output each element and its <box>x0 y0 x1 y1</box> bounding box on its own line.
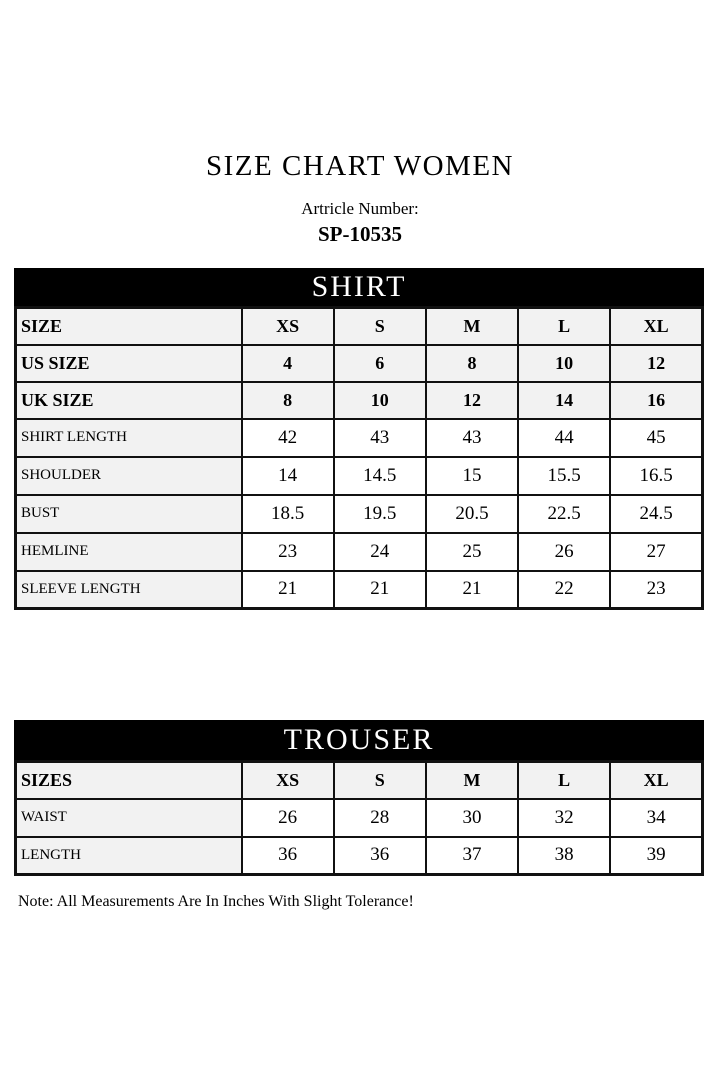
page-title: SIZE CHART WOMEN <box>206 150 514 182</box>
value-cell: 21 <box>242 571 334 609</box>
value-cell: XS <box>242 762 334 799</box>
value-cell: S <box>334 762 426 799</box>
article-number-label: Artricle Number: <box>301 199 419 219</box>
value-cell: 15.5 <box>518 457 610 495</box>
value-cell: 8 <box>242 382 334 419</box>
value-cell: 12 <box>610 345 702 382</box>
value-cell: 22.5 <box>518 495 610 533</box>
value-cell: 19.5 <box>334 495 426 533</box>
row-label: SHIRT LENGTH <box>16 419 242 457</box>
value-cell: 26 <box>242 799 334 837</box>
value-cell: 4 <box>242 345 334 382</box>
value-cell: 14 <box>242 457 334 495</box>
measurement-row <box>16 457 703 495</box>
row-label: SHOULDER <box>16 457 242 495</box>
value-cell: L <box>518 762 610 799</box>
value-cell: 36 <box>242 837 334 875</box>
value-cell: 21 <box>426 571 518 609</box>
row-label: WAIST <box>16 799 242 837</box>
shirt-table-title-bar <box>14 268 704 306</box>
value-cell: 39 <box>610 837 702 875</box>
shirt-table-title: SHIRT <box>311 270 407 304</box>
value-cell: 38 <box>518 837 610 875</box>
value-cell: XL <box>610 308 702 345</box>
value-cell: 23 <box>610 571 702 609</box>
trouser-table-title: TROUSER <box>283 723 435 757</box>
value-cell: 27 <box>610 533 702 571</box>
value-cell: 25 <box>426 533 518 571</box>
article-number-value: SP-10535 <box>318 222 402 247</box>
row-label: BUST <box>16 495 242 533</box>
value-cell: XS <box>242 308 334 345</box>
value-cell: 44 <box>518 419 610 457</box>
trouser-size-chart-section <box>14 720 704 876</box>
value-cell: 37 <box>426 837 518 875</box>
value-cell: 14.5 <box>334 457 426 495</box>
value-cell: 16.5 <box>610 457 702 495</box>
value-cell: 30 <box>426 799 518 837</box>
measurement-row <box>16 419 703 457</box>
value-cell: M <box>426 762 518 799</box>
size-row <box>16 382 703 419</box>
measurement-row <box>16 837 703 875</box>
value-cell: 32 <box>518 799 610 837</box>
value-cell: 43 <box>426 419 518 457</box>
value-cell: 15 <box>426 457 518 495</box>
size-row <box>16 345 703 382</box>
measurement-row <box>16 495 703 533</box>
row-label: SIZES <box>16 762 242 799</box>
measurement-row <box>16 571 703 609</box>
value-cell: 42 <box>242 419 334 457</box>
value-cell: 21 <box>334 571 426 609</box>
value-cell: S <box>334 308 426 345</box>
value-cell: 24.5 <box>610 495 702 533</box>
value-cell: 8 <box>426 345 518 382</box>
row-label: HEMLINE <box>16 533 242 571</box>
row-label: SLEEVE LENGTH <box>16 571 242 609</box>
value-cell: 26 <box>518 533 610 571</box>
value-cell: 14 <box>518 382 610 419</box>
value-cell: 6 <box>334 345 426 382</box>
value-cell: 45 <box>610 419 702 457</box>
value-cell: 43 <box>334 419 426 457</box>
value-cell: 10 <box>334 382 426 419</box>
value-cell: 20.5 <box>426 495 518 533</box>
value-cell: 18.5 <box>242 495 334 533</box>
measurement-note: Note: All Measurements Are In Inches With Slight Tolerance! <box>18 893 414 911</box>
value-cell: 16 <box>610 382 702 419</box>
row-label: US SIZE <box>16 345 242 382</box>
measurement-row <box>16 533 703 571</box>
value-cell: 34 <box>610 799 702 837</box>
value-cell: 12 <box>426 382 518 419</box>
value-cell: 36 <box>334 837 426 875</box>
value-cell: 24 <box>334 533 426 571</box>
value-cell: 10 <box>518 345 610 382</box>
shirt-size-chart-section <box>14 268 704 610</box>
size-row <box>16 762 703 799</box>
size-row <box>16 308 703 345</box>
value-cell: M <box>426 308 518 345</box>
row-label: SIZE <box>16 308 242 345</box>
row-label: LENGTH <box>16 837 242 875</box>
measurement-row <box>16 799 703 837</box>
row-label: UK SIZE <box>16 382 242 419</box>
value-cell: 22 <box>518 571 610 609</box>
value-cell: L <box>518 308 610 345</box>
shirt-size-table <box>14 306 704 610</box>
trouser-table-title-bar <box>14 720 704 760</box>
value-cell: XL <box>610 762 702 799</box>
value-cell: 23 <box>242 533 334 571</box>
trouser-size-table <box>14 760 704 876</box>
value-cell: 28 <box>334 799 426 837</box>
